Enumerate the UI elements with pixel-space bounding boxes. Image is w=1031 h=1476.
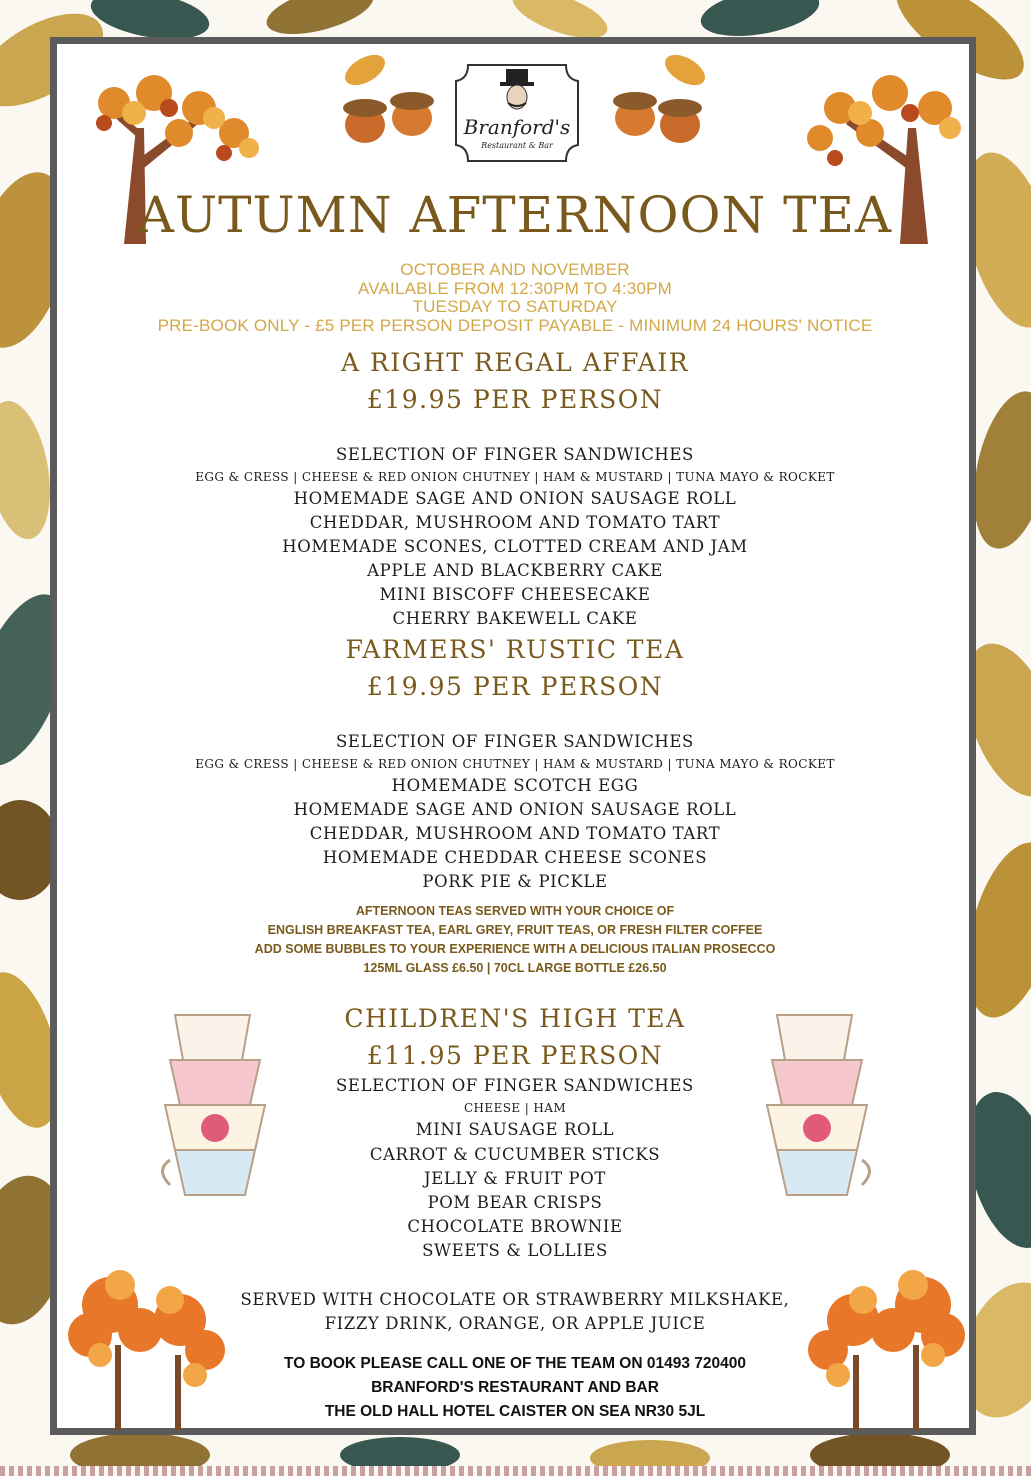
children-price: £11.95 PER PERSON — [366, 1041, 664, 1070]
bottom-strip — [0, 1466, 1031, 1476]
acorns-left-illustration — [330, 50, 445, 145]
menu-item: APPLE AND BLACKBERRY CAKE — [367, 561, 663, 580]
booking-line: TO BOOK PLEASE CALL ONE OF THE TEAM ON 01493 720400 — [284, 1355, 746, 1372]
subtitle-line: AVAILABLE FROM 12:30PM TO 4:30PM — [357, 278, 673, 298]
branfords-logo — [448, 57, 586, 169]
served-line: SERVED WITH CHOCOLATE OR STRAWBERRY MILKSHAKE, — [240, 1290, 790, 1309]
regal-heading: A RIGHT REGAL AFFAIR — [340, 348, 690, 377]
menu-item: CHERRY BAKEWELL CAKE — [392, 609, 638, 628]
menu-item-detail: CHEESE | HAM — [463, 1101, 567, 1115]
served-line: FIZZY DRINK, ORANGE, OR APPLE JUICE — [324, 1314, 706, 1333]
menu-item: CHEDDAR, MUSHROOM AND TOMATO TART — [309, 513, 721, 532]
menu-item: SELECTION OF FINGER SANDWICHES — [336, 732, 694, 751]
menu-item: CHOCOLATE BROWNIE — [407, 1217, 623, 1236]
subtitle-line: PRE-BOOK ONLY - £5 PER PERSON DEPOSIT PAYABLE - MINIMUM 24 HOURS' NOTICE — [157, 315, 873, 335]
menu-item: SWEETS & LOLLIES — [422, 1241, 608, 1260]
drinks-line: ADD SOME BUBBLES TO YOUR EXPERIENCE WITH A DELICIOUS ITALIAN PROSECCO — [254, 942, 776, 956]
menu-item: MINI BISCOFF CHEESECAKE — [379, 585, 651, 604]
menu-item-detail: EGG & CRESS | CHEESE & RED ONION CHUTNEY | HAM & MUSTARD | TUNA MAYO & ROCKET — [195, 470, 835, 484]
menu-item: POM BEAR CRISPS — [427, 1193, 603, 1212]
acorns-right-illustration — [600, 50, 715, 145]
regal-price: £19.95 PER PERSON — [366, 385, 664, 414]
children-heading: CHILDREN'S HIGH TEA — [344, 1004, 686, 1033]
menu-item: CARROT & CUCUMBER STICKS — [369, 1145, 661, 1164]
menu-item: HOMEMADE SCONES, CLOTTED CREAM AND JAM — [282, 537, 748, 556]
logo-subtitle: Restaurant & Bar — [481, 141, 553, 150]
rustic-heading: FARMERS' RUSTIC TEA — [345, 635, 685, 664]
menu-item: HOMEMADE SAGE AND ONION SAUSAGE ROLL — [293, 489, 737, 508]
drinks-line: ENGLISH BREAKFAST TEA, EARL GREY, FRUIT TEAS, OR FRESH FILTER COFFEE — [267, 923, 763, 937]
drinks-line: 125ML GLASS £6.50 | 70CL LARGE BOTTLE £26.50 — [363, 961, 667, 975]
menu-item: JELLY & FRUIT POT — [424, 1169, 606, 1188]
booking-line: THE OLD HALL HOTEL CAISTER ON SEA NR30 5JL — [324, 1403, 706, 1420]
drinks-line: AFTERNOON TEAS SERVED WITH YOUR CHOICE OF — [355, 904, 675, 918]
menu-item: SELECTION OF FINGER SANDWICHES — [336, 445, 694, 464]
menu-item: HOMEMADE SCOTCH EGG — [391, 776, 639, 795]
page-title: AUTUMN AFTERNOON TEA — [137, 186, 893, 244]
menu-item: CHEDDAR, MUSHROOM AND TOMATO TART — [309, 824, 721, 843]
menu-item: HOMEMADE SAGE AND ONION SAUSAGE ROLL — [293, 800, 737, 819]
menu-item: SELECTION OF FINGER SANDWICHES — [336, 1076, 694, 1095]
menu-item: MINI SAUSAGE ROLL — [415, 1120, 615, 1139]
logo-name: Branford's — [463, 115, 571, 139]
menu-item-detail: EGG & CRESS | CHEESE & RED ONION CHUTNEY | HAM & MUSTARD | TUNA MAYO & ROCKET — [195, 757, 835, 771]
rustic-price: £19.95 PER PERSON — [366, 672, 664, 701]
subtitle-line: OCTOBER AND NOVEMBER — [400, 260, 630, 279]
subtitle-line: TUESDAY TO SATURDAY — [412, 297, 618, 316]
menu-item: HOMEMADE CHEDDAR CHEESE SCONES — [322, 848, 708, 867]
menu-item: PORK PIE & PICKLE — [422, 872, 608, 891]
booking-line: BRANFORD'S RESTAURANT AND BAR — [371, 1379, 659, 1396]
